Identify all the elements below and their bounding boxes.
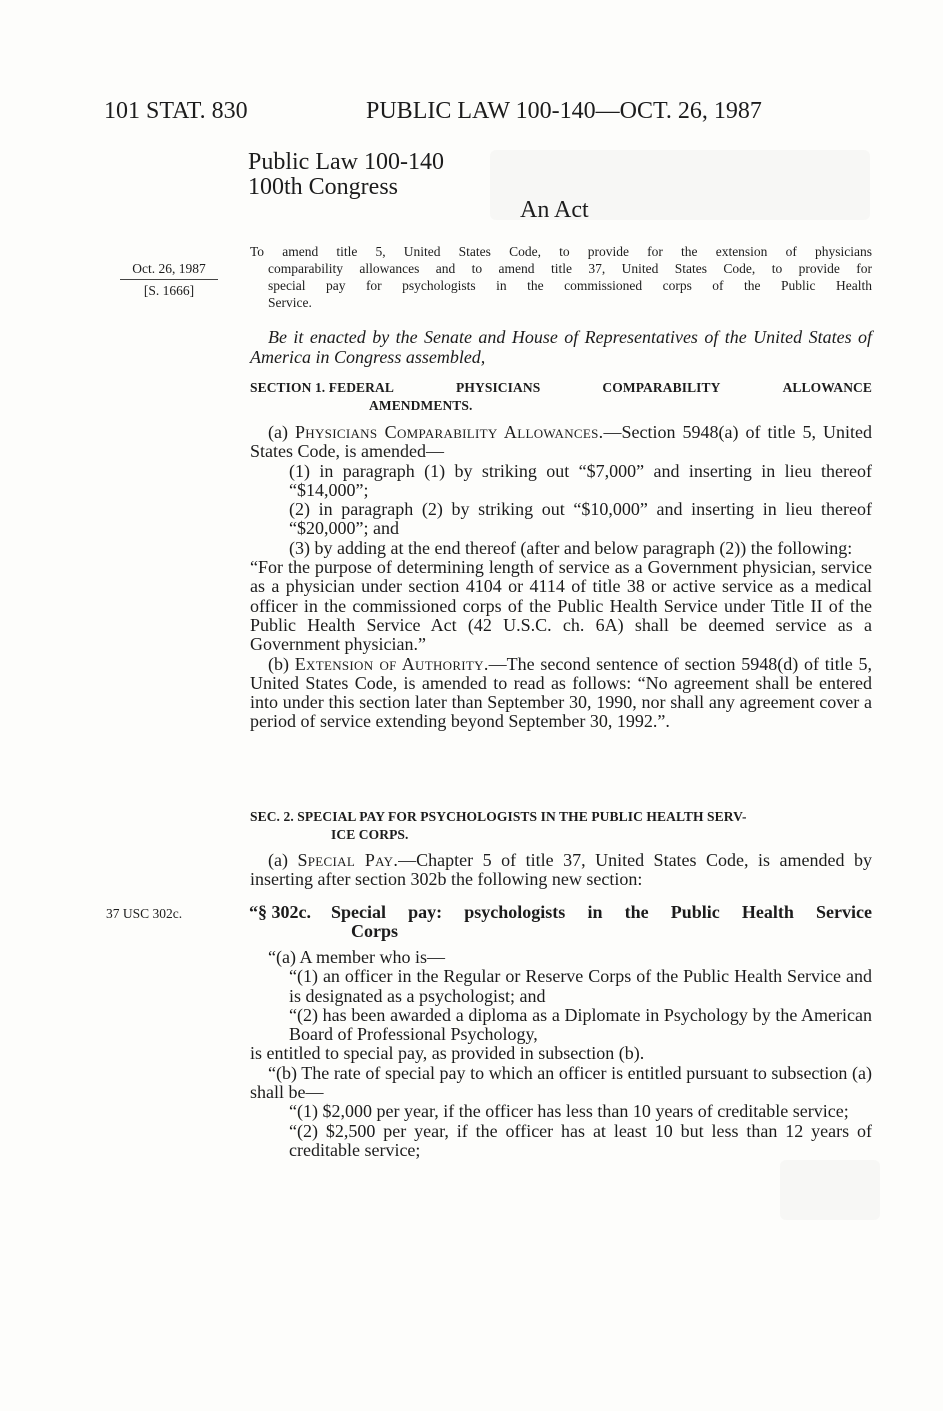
subsection-label: (a) <box>268 422 295 442</box>
subsection-label: (b) <box>268 653 295 674</box>
subsection-text: —Section 5948(a) of title 5, United States Code, is amended— <box>250 422 872 462</box>
section-1-heading <box>250 379 872 415</box>
rate-clause-2: “(2) $2,500 per year, if the officer has at least 10 but less than 12 years of creditable service; <box>289 1120 872 1160</box>
running-head-title: PUBLIC LAW 100-140—OCT. 26, 1987 <box>366 98 762 124</box>
subsection-label: (a) <box>268 850 298 870</box>
subsection-text: —The second sentence of section 5948(d) of title 5, United States Code, is amended to read as follows: “No agreement shall be entered into under this section later than September 30, 1990, nor shall any agreement cover a period of service extending beyond September 30, 1992.”. <box>250 653 872 732</box>
heading-word: pay: <box>408 902 443 922</box>
section-2-heading <box>250 808 872 844</box>
subsection-text: —Chapter 5 of title 37, United States Code, is amended by inserting after section 302b the following new section: <box>250 850 872 890</box>
bleed-through-mark <box>780 1160 880 1220</box>
heading-word: the <box>624 902 649 922</box>
purpose-line: Service. <box>268 295 312 310</box>
section-heading-line: SEC. 2. SPECIAL PAY FOR PSYCHOLOGISTS IN THE PUBLIC HEALTH SERV- <box>250 809 747 824</box>
margin-bill-number: [S. 1666] <box>143 283 195 298</box>
member-clause-2: “(2) has been awarded a diploma as a Diplomate in Psychology by the American Board of Professional Psychology, <box>289 1004 872 1045</box>
congress-label: 100th Congress <box>248 174 398 200</box>
rate-clause-1: “(1) $2,000 per year, if the officer has less than 10 years of creditable service; <box>289 1101 849 1122</box>
heading-word: Health <box>741 902 794 922</box>
heading-word: Public <box>670 902 720 922</box>
section-2-body <box>250 851 872 890</box>
heading-word: psychologists <box>464 902 566 922</box>
heading-line: Corps <box>351 921 399 941</box>
paragraph-1: (1) in paragraph (1) by striking out “$7,000” and inserting in lieu thereof “$14,000”; <box>289 460 872 500</box>
margin-date: Oct. 26, 1987 <box>120 259 218 280</box>
heading-word: Service <box>815 902 872 922</box>
act-title: An Act <box>520 197 589 223</box>
act-purpose <box>250 243 872 311</box>
subsection-caption: Physicians Comparability Allowances. <box>295 422 604 442</box>
subsection-a <box>250 423 872 462</box>
section-symbol-number: “§ 302c. <box>249 902 311 922</box>
member-clause-1: “(1) an officer in the Regular or Reserve Corps of the Public Health Service and is designated as a psychologist; and <box>289 966 872 1006</box>
new-section-heading <box>249 902 872 941</box>
margin-usc-citation: 37 USC 302c. <box>106 906 183 921</box>
purpose-line: To amend title 5, United States Code, to provide for the extension of physicians <box>250 244 872 259</box>
subsection-caption: Special Pay. <box>297 850 399 870</box>
entitled-clause: is entitled to special pay, as provided in subsection (b). <box>250 1043 645 1064</box>
member-intro: “(a) A member who is— <box>268 947 445 967</box>
quoted-text: “For the purpose of determining length of service as a Government physician, service as a physician under section 4104 or 4114 of title 38 or active service as a medical officer in the commissioned corps of the Public Health Service under Title II of the Public Health Service Act (42 U.S.C. ch. 6A) shall be deemed service as a Government physician.” <box>250 557 872 655</box>
heading-word: Special <box>331 902 387 922</box>
section-heading-word: COMPARABILITY <box>602 380 721 395</box>
section-heading-word: SECTION 1. FEDERAL <box>250 380 394 395</box>
paragraph-2: (2) in paragraph (2) by striking out “$10,000” and inserting in lieu thereof “$20,000”; and <box>289 499 872 539</box>
section-heading-word: ALLOWANCE <box>782 380 872 395</box>
stat-citation: 101 STAT. 830 <box>104 98 248 124</box>
section-heading-word: PHYSICIANS <box>456 380 541 395</box>
purpose-line: special pay for psychologists in the commissioned corps of the Public Health <box>268 278 872 293</box>
heading-word: in <box>587 902 603 922</box>
new-section-body <box>250 948 872 1160</box>
law-number: Public Law 100-140 <box>248 149 444 175</box>
subsection-b <box>250 655 872 732</box>
section-heading-line: AMENDMENTS. <box>369 398 473 413</box>
subsection-a <box>250 851 872 890</box>
section-heading-line: ICE CORPS. <box>331 827 409 842</box>
section-1-body <box>250 423 872 732</box>
rate-intro: “(b) The rate of special pay to which an officer is entitled pursuant to subsection (a) shall be— <box>250 1062 872 1103</box>
paragraph-3: (3) by adding at the end thereof (after and below paragraph (2)) the following: <box>289 537 853 558</box>
purpose-line: comparability allowances and to amend title 37, United States Code, to provide for <box>268 261 872 276</box>
subsection-caption: Extension of Authority. <box>294 653 489 674</box>
enacting-clause: Be it enacted by the Senate and House of Representatives of the United States of America in Congress assembled, <box>250 327 872 367</box>
